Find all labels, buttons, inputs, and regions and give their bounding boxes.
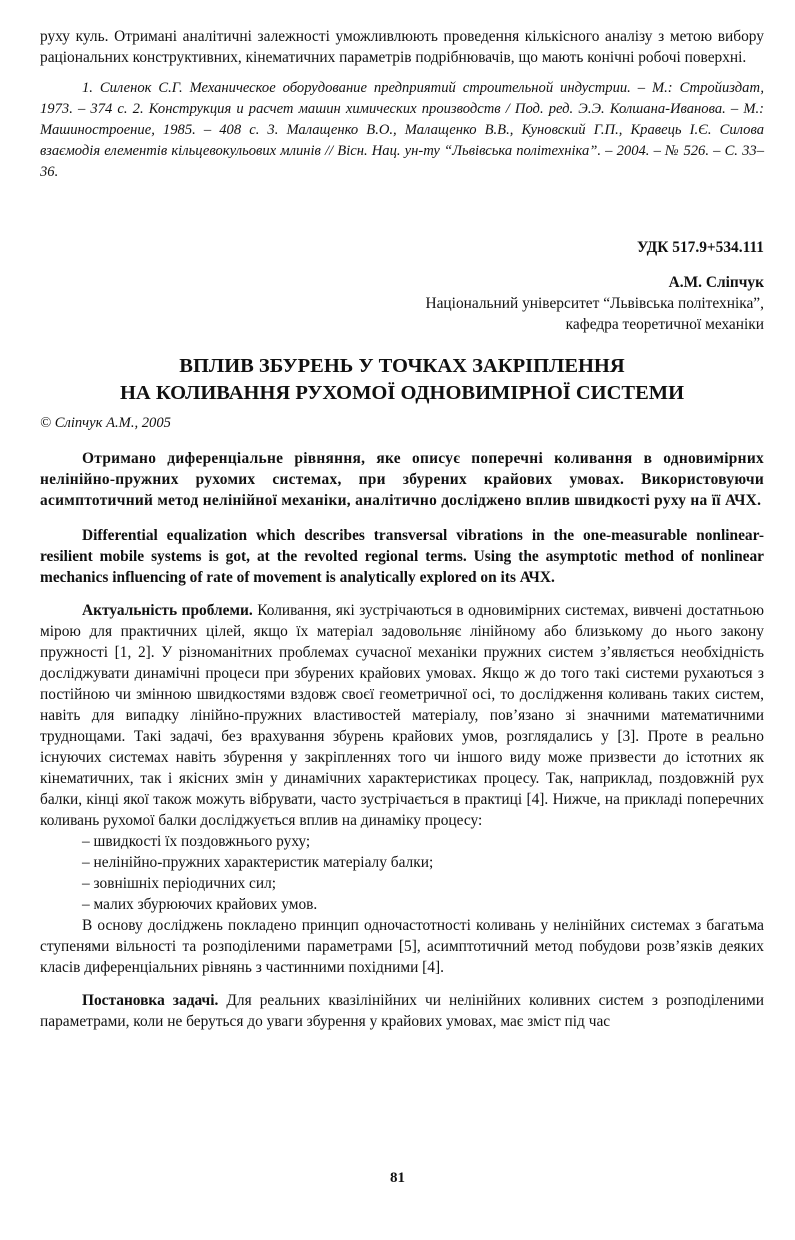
section-relevance-text: Коливання, які зустрічаються в одновимірних системах, вивчені достатньою мірою для практичних цілей, якщо їх матеріал задовольняє лінійному або близькому до нього закону пружності [1, 2]. У різноманітних проблемах сучасної механіки пружних систем з’являється необхідність досліджувати динамічні процеси при збурених крайових умовах. Якщо ж до того такі системи рухаються з постійною чи змінною швидкостями вздовж своєї геометричної осі, то дослідження коливань таких систем, навіть для випадку лінійно-пружних властивостей матеріалу, пов’язано зі значними математичними труднощами. Такі задачі, без врахування збурень крайових умов, розглядались у [3]. Проте в реально існуючих системах навіть збурення у закріпленнях того чи іншого виду може призвести до істотних як кінематичних, так і якісних змін у динамічних характеристиках процесу. Так, наприклад, поздовжній рух балки, кінці якої також можуть вібрувати, часто зустрічається в практиці [4]. Нижче, на прикладі поперечних коливань рухомої балки досліджується вплив на динаміку процесу: <box>40 602 764 829</box>
abstract-ukrainian: Отримано диференціальне рівняння, яке описує поперечні коливання в одновимірних нелінійно-пружних рухомих системах, при збурених крайових умовах. Використовуючи асимптотичний метод нелінійної механіки, аналітично досліджено вплив швидкості руху на її АЧХ. <box>40 450 764 509</box>
title-line-2: НА КОЛИВАННЯ РУХОМОЇ ОДНОВИМІРНОЇ СИСТЕМИ <box>119 382 685 404</box>
references-list: 1. Силенок С.Г. Механическое оборудование предприятий строительной индустрии. – М.: Стройиздат, 1973. – 374 с. 2. Конструкция и расчет машин химических производств / Под. ред. Э.Э. Колшана-Иванова. – М.: Машиностроение, 1985. – 408 с. 3. Малащенко В.О., Малащенко В.В., Куновский Г.П., Кравець І.Є. Силова взаємодія елементів кільцевокульових млинів // Вісн. Нац. ун-ту “Львівська політехніка”. – 2004. – № 526. – С. 33–36. <box>40 80 764 180</box>
list-item: – зовнішніх періодичних сил; <box>82 875 277 892</box>
methodology-paragraph: В основу досліджень покладено принцип одночастотності коливань у нелінійних системах з багатьма ступенями вільності та розподіленими параметрами [5], асимптотичний метод побудови розв’язків деяких класів диференціальних рівнянь з частинними похідними [4]. <box>40 917 764 976</box>
list-item: – нелінійно-пружних характеристик матеріалу балки; <box>82 854 434 871</box>
page-number: 81 <box>390 1170 405 1186</box>
copyright-line: © Сліпчук А.М., 2005 <box>40 415 171 431</box>
section-relevance-paragraph <box>40 600 764 831</box>
list-item: – швидкості їх поздовжнього руху; <box>82 833 311 850</box>
section-problem-heading: Постановка задачі. <box>82 992 219 1009</box>
author-name: А.М. Сліпчук <box>668 274 764 291</box>
section-relevance-heading: Актуальність проблеми. <box>82 602 253 619</box>
intro-paragraph: руху куль. Отримані аналітичні залежності уможливлюють проведення кількісного аналізу з метою вибору раціональних конструктивних, кінематичних параметрів подрібнювачів, що мають конічні робочі поверхні. <box>40 28 764 66</box>
affiliation-university: Національний університет “Львівська політехніка”, <box>425 295 764 312</box>
title-line-1: ВПЛИВ ЗБУРЕНЬ У ТОЧКАХ ЗАКРІПЛЕННЯ <box>179 355 625 377</box>
list-item: – малих збурюючих крайових умов. <box>82 896 318 913</box>
factor-list <box>40 831 764 915</box>
article-title <box>40 353 764 407</box>
section-problem-paragraph <box>40 990 764 1032</box>
section-problem-text: Для реальних квазілінійних чи нелінійних коливних систем з розподіленими параметрами, коли не беруться до уваги збурення у крайових умовах, має зміст під час <box>40 992 764 1030</box>
udk-code: УДК 517.9+534.111 <box>636 239 764 256</box>
page-body <box>40 26 764 1032</box>
affiliation-department: кафедра теоретичної механіки <box>565 316 764 333</box>
abstract-english: Differential equalization which describes transversal vibrations in the one-measurable nonlinear-resilient mobile systems is got, at the revolted regional terms. Using the asymptotic method of nonlinear mechanics influencing of rate of movement is analytically explored on its АЧХ. <box>40 527 764 586</box>
